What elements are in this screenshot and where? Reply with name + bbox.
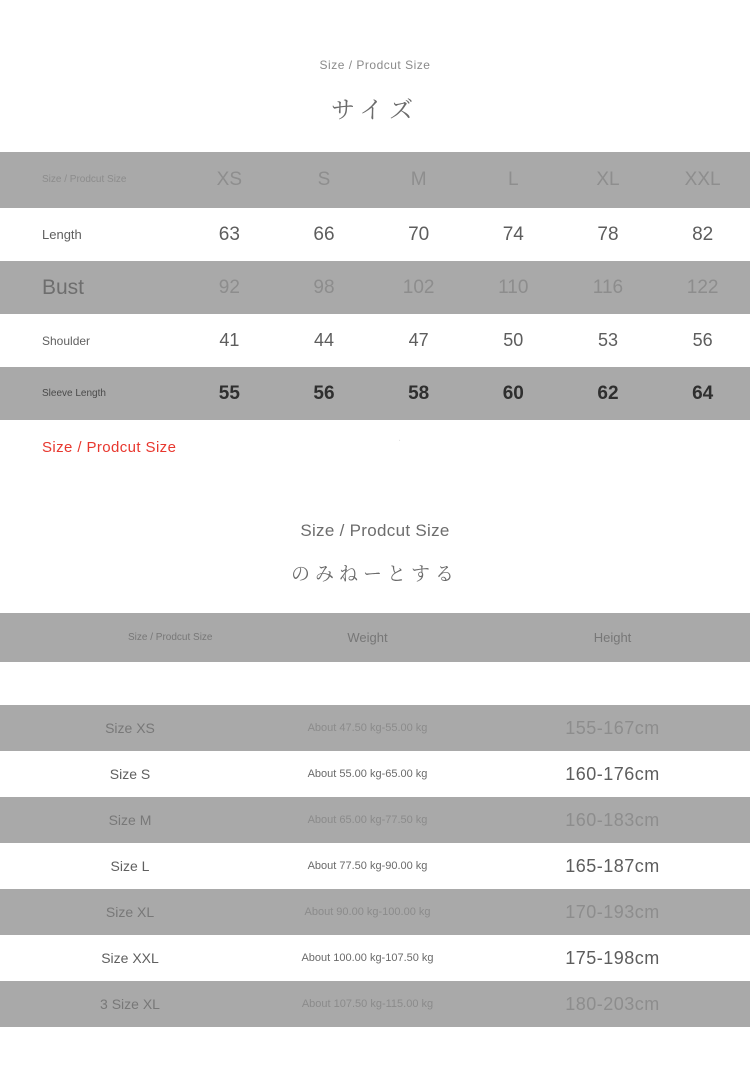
section2-subtitle: Size / Prodcut Size bbox=[300, 521, 450, 540]
cell-shoulder-m: 47 bbox=[408, 330, 429, 350]
cell-bust-l: 110 bbox=[498, 276, 529, 298]
cell-bust-s: 98 bbox=[313, 276, 335, 298]
table-row bbox=[0, 705, 750, 751]
section1-title: サイズ bbox=[330, 97, 420, 124]
cell-bust-xs: 92 bbox=[218, 276, 240, 298]
cell-height-xl: 170-193cm bbox=[565, 901, 660, 922]
cell-size-xl: Size XL bbox=[105, 904, 155, 920]
header-weight-column: Weight bbox=[347, 630, 388, 645]
header-size-m: M bbox=[410, 169, 427, 190]
header-size-l: L bbox=[508, 169, 519, 190]
header-size-column: Size / Prodcut Size bbox=[128, 632, 213, 643]
cell-bust-xxl: 122 bbox=[686, 276, 719, 298]
cell-weight-xs: About 47.50 kg-55.00 kg bbox=[307, 722, 428, 734]
cell-length-s: 66 bbox=[313, 223, 335, 245]
table-row bbox=[0, 889, 750, 935]
cell-length-l: 74 bbox=[502, 223, 524, 245]
faint-mark: . bbox=[398, 432, 402, 444]
table-header-row bbox=[0, 613, 750, 662]
cell-length-xs: 63 bbox=[218, 223, 240, 245]
cell-weight-m: About 65.00 kg-77.50 kg bbox=[307, 814, 428, 826]
row-label-length: Length bbox=[42, 227, 82, 242]
table-header-row bbox=[0, 152, 750, 208]
cell-size-xs: Size XS bbox=[105, 720, 155, 736]
table-row bbox=[0, 208, 750, 261]
spacer-cell bbox=[260, 662, 475, 705]
cell-bust-m: 102 bbox=[402, 276, 435, 298]
cell-length-xl: 78 bbox=[597, 223, 619, 245]
spacer-cell bbox=[0, 662, 260, 705]
cell-weight-3xl: About 107.50 kg-115.00 kg bbox=[301, 998, 434, 1010]
row-label-bust: Bust bbox=[42, 275, 85, 299]
cell-weight-s: About 55.00 kg-65.00 kg bbox=[307, 768, 428, 780]
cell-shoulder-s: 44 bbox=[313, 330, 334, 350]
cell-height-xs: 155-167cm bbox=[565, 717, 660, 738]
size-recommendation-table bbox=[0, 613, 750, 1027]
header-corner-label: Size / Prodcut Size bbox=[42, 174, 127, 185]
cell-size-m: Size M bbox=[108, 812, 152, 828]
table-row bbox=[0, 314, 750, 367]
cell-sleeve-xl: 62 bbox=[597, 382, 619, 404]
bottom-spacer bbox=[0, 1027, 750, 1077]
header-size-xl: XL bbox=[596, 169, 620, 190]
header-height-column: Height bbox=[593, 630, 632, 645]
table-row bbox=[0, 797, 750, 843]
spacer-cell bbox=[475, 662, 750, 705]
row-label-sleeve-length: Sleeve Length bbox=[42, 387, 106, 399]
table-row bbox=[0, 367, 750, 420]
table-row bbox=[0, 261, 750, 314]
header-size-s: S bbox=[317, 169, 331, 190]
cell-bust-xl: 116 bbox=[592, 276, 624, 298]
cell-shoulder-xxl: 56 bbox=[692, 330, 713, 350]
cell-shoulder-xs: 41 bbox=[219, 330, 240, 350]
cell-length-m: 70 bbox=[408, 223, 430, 245]
cell-length-xxl: 82 bbox=[692, 223, 714, 245]
table-row bbox=[0, 981, 750, 1027]
cell-sleeve-s: 56 bbox=[313, 382, 335, 404]
cell-sleeve-l: 60 bbox=[502, 382, 524, 404]
cell-size-s: Size S bbox=[109, 766, 151, 782]
cell-weight-xl: About 90.00 kg-100.00 kg bbox=[304, 906, 431, 918]
table-row bbox=[0, 751, 750, 797]
cell-height-s: 160-176cm bbox=[565, 763, 660, 784]
cell-shoulder-l: 50 bbox=[503, 330, 524, 350]
cell-shoulder-xl: 53 bbox=[597, 330, 618, 350]
cell-weight-l: About 77.50 kg-90.00 kg bbox=[307, 860, 428, 872]
header-size-xxl: XXL bbox=[684, 169, 721, 190]
cell-sleeve-xxl: 64 bbox=[692, 382, 714, 404]
cell-height-l: 165-187cm bbox=[565, 855, 660, 876]
table-row bbox=[0, 935, 750, 981]
size-note: Size / Prodcut Size bbox=[42, 439, 177, 456]
cell-size-3xl: 3 Size XL bbox=[100, 996, 160, 1012]
cell-weight-xxl: About 100.00 kg-107.50 kg bbox=[301, 952, 434, 964]
section2-title: のみねーとする bbox=[290, 564, 459, 585]
header-size-xs: XS bbox=[216, 169, 242, 190]
section1-subtitle: Size / Prodcut Size bbox=[319, 58, 431, 72]
cell-height-3xl: 180-203cm bbox=[565, 993, 660, 1014]
cell-sleeve-xs: 55 bbox=[218, 382, 240, 404]
cell-height-m: 160-183cm bbox=[565, 809, 660, 830]
measurements-table bbox=[0, 152, 750, 420]
cell-size-xxl: Size XXL bbox=[101, 950, 159, 966]
cell-sleeve-m: 58 bbox=[408, 382, 430, 404]
table-row bbox=[0, 843, 750, 889]
table-spacer-row bbox=[0, 662, 750, 705]
cell-height-xxl: 175-198cm bbox=[565, 947, 660, 968]
cell-size-l: Size L bbox=[110, 858, 150, 874]
row-label-shoulder: Shoulder bbox=[42, 333, 91, 348]
